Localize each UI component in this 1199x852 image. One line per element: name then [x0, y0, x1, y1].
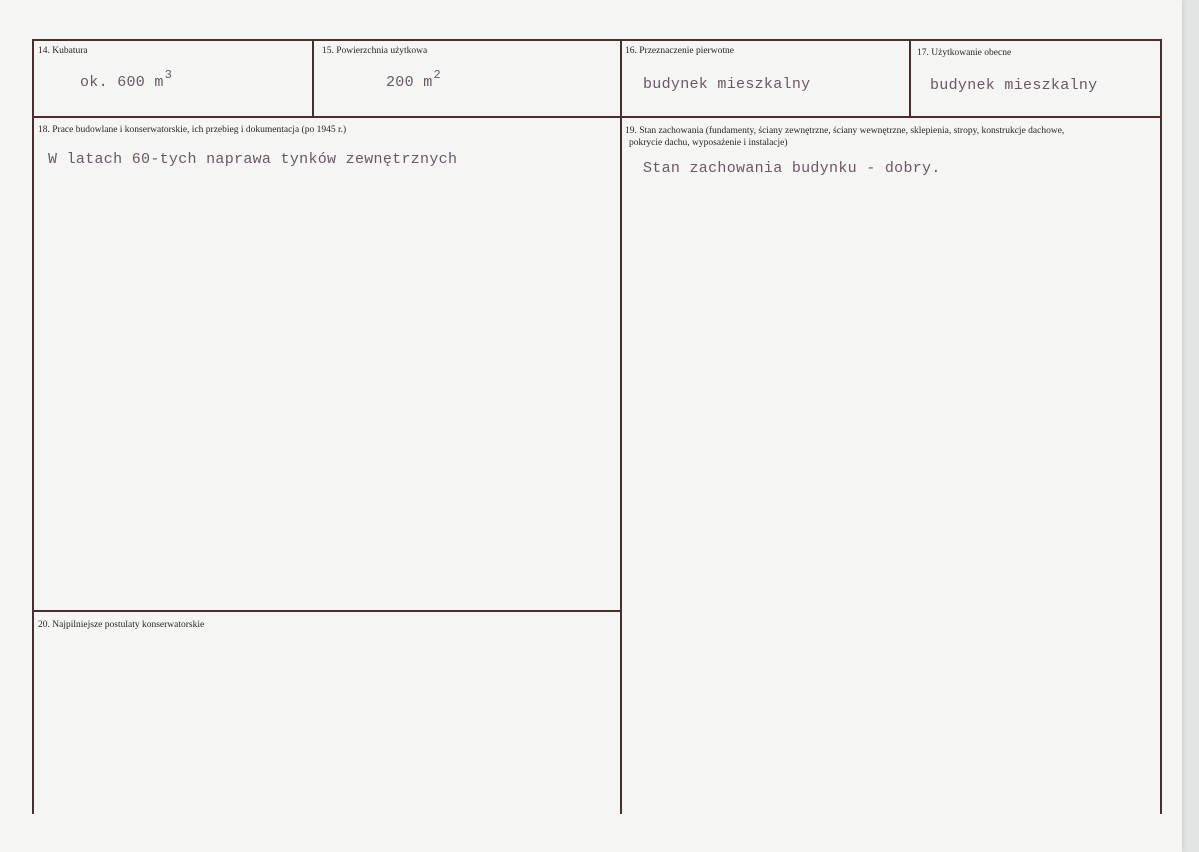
- divider-18-20: [32, 610, 621, 612]
- left-border: [32, 39, 34, 814]
- field-18-value: W latach 60-tych naprawa tynków zewnętrznych: [48, 151, 458, 168]
- field-17-value: budynek mieszkalny: [930, 77, 1098, 94]
- center-divider: [620, 39, 622, 814]
- field-14-value-text: ok. 600 m: [80, 74, 164, 91]
- field-16-label: 16. Przeznaczenie pierwotne: [625, 46, 734, 56]
- field-20-label: 20. Najpilniejsze postulaty konserwatorskie: [38, 620, 205, 630]
- top-rule: [32, 39, 1162, 41]
- field-15-value: [386, 68, 442, 91]
- field-19-label-line2: pokrycie dachu, wyposażenie i instalacje): [629, 138, 788, 148]
- field-14-unit-exponent: 3: [164, 68, 173, 82]
- field-16-value: budynek mieszkalny: [643, 76, 811, 93]
- row1-bottom-rule: [32, 116, 1162, 118]
- field-15-unit-exponent: 2: [433, 68, 442, 82]
- field-19-value: Stan zachowania budynku - dobry.: [643, 160, 941, 177]
- field-14-label: 14. Kubatura: [38, 46, 88, 56]
- field-15-value-text: 200 m: [386, 74, 433, 91]
- divider-14-15: [312, 39, 314, 117]
- field-17-label: 17. Użytkowanie obecne: [917, 48, 1012, 58]
- field-19-label-line1: 19. Stan zachowania (fundamenty, ściany zewnętrzne, ściany wewnętrzne, sklepienia, stropy, konstrukcje dachowe,: [625, 126, 1065, 136]
- right-border: [1160, 39, 1162, 814]
- field-15-label: 15. Powierzchnia użytkowa: [322, 46, 428, 56]
- field-18-label: 18. Prace budowlane i konserwatorskie, ich przebieg i dokumentacja (po 1945 r.): [38, 125, 347, 135]
- field-14-value: [80, 68, 173, 91]
- divider-16-17: [909, 39, 911, 117]
